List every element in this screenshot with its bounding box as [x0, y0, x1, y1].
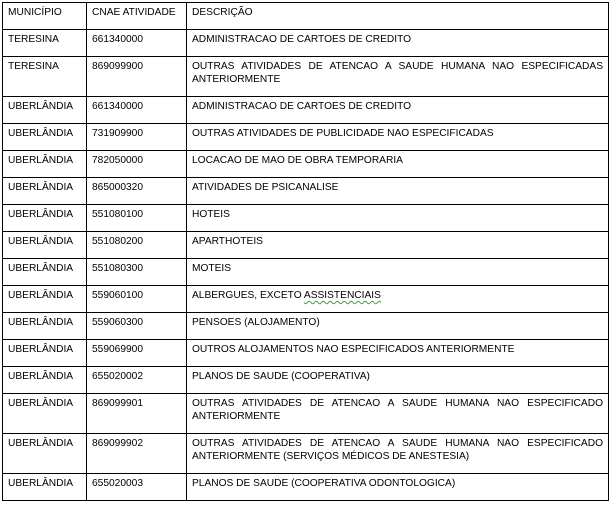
cell-municipio: UBERLÂNDIA	[3, 474, 87, 501]
table-row	[3, 286, 609, 313]
cell-cnae: 731909900	[87, 124, 187, 151]
cell-municipio: UBERLÂNDIA	[3, 340, 87, 367]
cell-descricao: ADMINISTRACAO DE CARTOES DE CREDITO	[187, 97, 609, 124]
cell-municipio: UBERLÂNDIA	[3, 178, 87, 205]
cell-descricao: MOTEIS	[187, 259, 609, 286]
cell-cnae: 551080200	[87, 232, 187, 259]
cell-cnae: 655020003	[87, 474, 187, 501]
table-row	[3, 394, 609, 434]
table-row	[3, 97, 609, 124]
cell-municipio: UBERLÂNDIA	[3, 232, 87, 259]
cell-municipio: UBERLÂNDIA	[3, 286, 87, 313]
cell-cnae: 865000320	[87, 178, 187, 205]
table-row	[3, 434, 609, 474]
spellcheck-flagged-word: ASSISTENCIAIS	[303, 290, 381, 301]
table-row	[3, 367, 609, 394]
cell-descricao: APARTHOTEIS	[187, 232, 609, 259]
cell-municipio: UBERLÂNDIA	[3, 151, 87, 178]
cell-cnae: 559069900	[87, 340, 187, 367]
table-row	[3, 313, 609, 340]
cnae-table-container	[2, 2, 609, 501]
cnae-table	[2, 2, 609, 501]
table-row	[3, 151, 609, 178]
table-row	[3, 474, 609, 501]
cell-cnae: 559060300	[87, 313, 187, 340]
cell-descricao: PLANOS DE SAUDE (COOPERATIVA ODONTOLOGICA)	[187, 474, 609, 501]
cell-cnae: 661340000	[87, 30, 187, 57]
cell-municipio: UBERLÂNDIA	[3, 394, 87, 434]
table-row	[3, 30, 609, 57]
header-cnae: CNAE ATIVIDADE	[87, 3, 187, 30]
cell-descricao: PENSOES (ALOJAMENTO)	[187, 313, 609, 340]
cell-cnae: 782050000	[87, 151, 187, 178]
cell-descricao: HOTEIS	[187, 205, 609, 232]
header-municipio: MUNICÍPIO	[3, 3, 87, 30]
cell-municipio: UBERLÂNDIA	[3, 434, 87, 474]
table-row	[3, 178, 609, 205]
cell-municipio: UBERLÂNDIA	[3, 367, 87, 394]
cell-descricao: OUTRAS ATIVIDADES DE ATENCAO A SAUDE HUMANA NAO ESPECIFICADO ANTERIORMENTE (SERVIÇOS MÉDICOS DE ANESTESIA)	[187, 434, 609, 474]
cell-descricao: OUTRAS ATIVIDADES DE PUBLICIDADE NAO ESPECIFICADAS	[187, 124, 609, 151]
cell-municipio: TERESINA	[3, 57, 87, 97]
table-row	[3, 124, 609, 151]
table-header-row	[3, 3, 609, 30]
cell-descricao: LOCACAO DE MAO DE OBRA TEMPORARIA	[187, 151, 609, 178]
table-row	[3, 232, 609, 259]
cell-descricao: ATIVIDADES DE PSICANALISE	[187, 178, 609, 205]
cell-cnae: 551080100	[87, 205, 187, 232]
cell-descricao-text: ALBERGUES, EXCETO	[192, 290, 304, 301]
table-row	[3, 340, 609, 367]
cell-cnae: 559060100	[87, 286, 187, 313]
cell-municipio: UBERLÂNDIA	[3, 313, 87, 340]
cell-descricao: OUTRAS ATIVIDADES DE ATENCAO A SAUDE HUMANA NAO ESPECIFICADO ANTERIORMENTE	[187, 394, 609, 434]
cell-cnae: 869099902	[87, 434, 187, 474]
cell-descricao: OUTROS ALOJAMENTOS NAO ESPECIFICADOS ANTERIORMENTE	[187, 340, 609, 367]
cell-cnae: 551080300	[87, 259, 187, 286]
table-row	[3, 205, 609, 232]
header-descricao: DESCRIÇÃO	[187, 3, 609, 30]
table-row	[3, 57, 609, 97]
cell-municipio: UBERLÂNDIA	[3, 124, 87, 151]
cell-municipio: UBERLÂNDIA	[3, 259, 87, 286]
cell-descricao: OUTRAS ATIVIDADES DE ATENCAO A SAUDE HUMANA NAO ESPECIFICADAS ANTERIORMENTE	[187, 57, 609, 97]
cell-municipio: TERESINA	[3, 30, 87, 57]
cell-cnae: 869099900	[87, 57, 187, 97]
cell-municipio: UBERLÂNDIA	[3, 97, 87, 124]
cell-cnae: 661340000	[87, 97, 187, 124]
cell-descricao: ADMINISTRACAO DE CARTOES DE CREDITO	[187, 30, 609, 57]
table-row	[3, 259, 609, 286]
cell-municipio: UBERLÂNDIA	[3, 205, 87, 232]
cell-cnae: 655020002	[87, 367, 187, 394]
cell-descricao: PLANOS DE SAUDE (COOPERATIVA)	[187, 367, 609, 394]
cell-descricao	[187, 286, 609, 313]
cell-cnae: 869099901	[87, 394, 187, 434]
